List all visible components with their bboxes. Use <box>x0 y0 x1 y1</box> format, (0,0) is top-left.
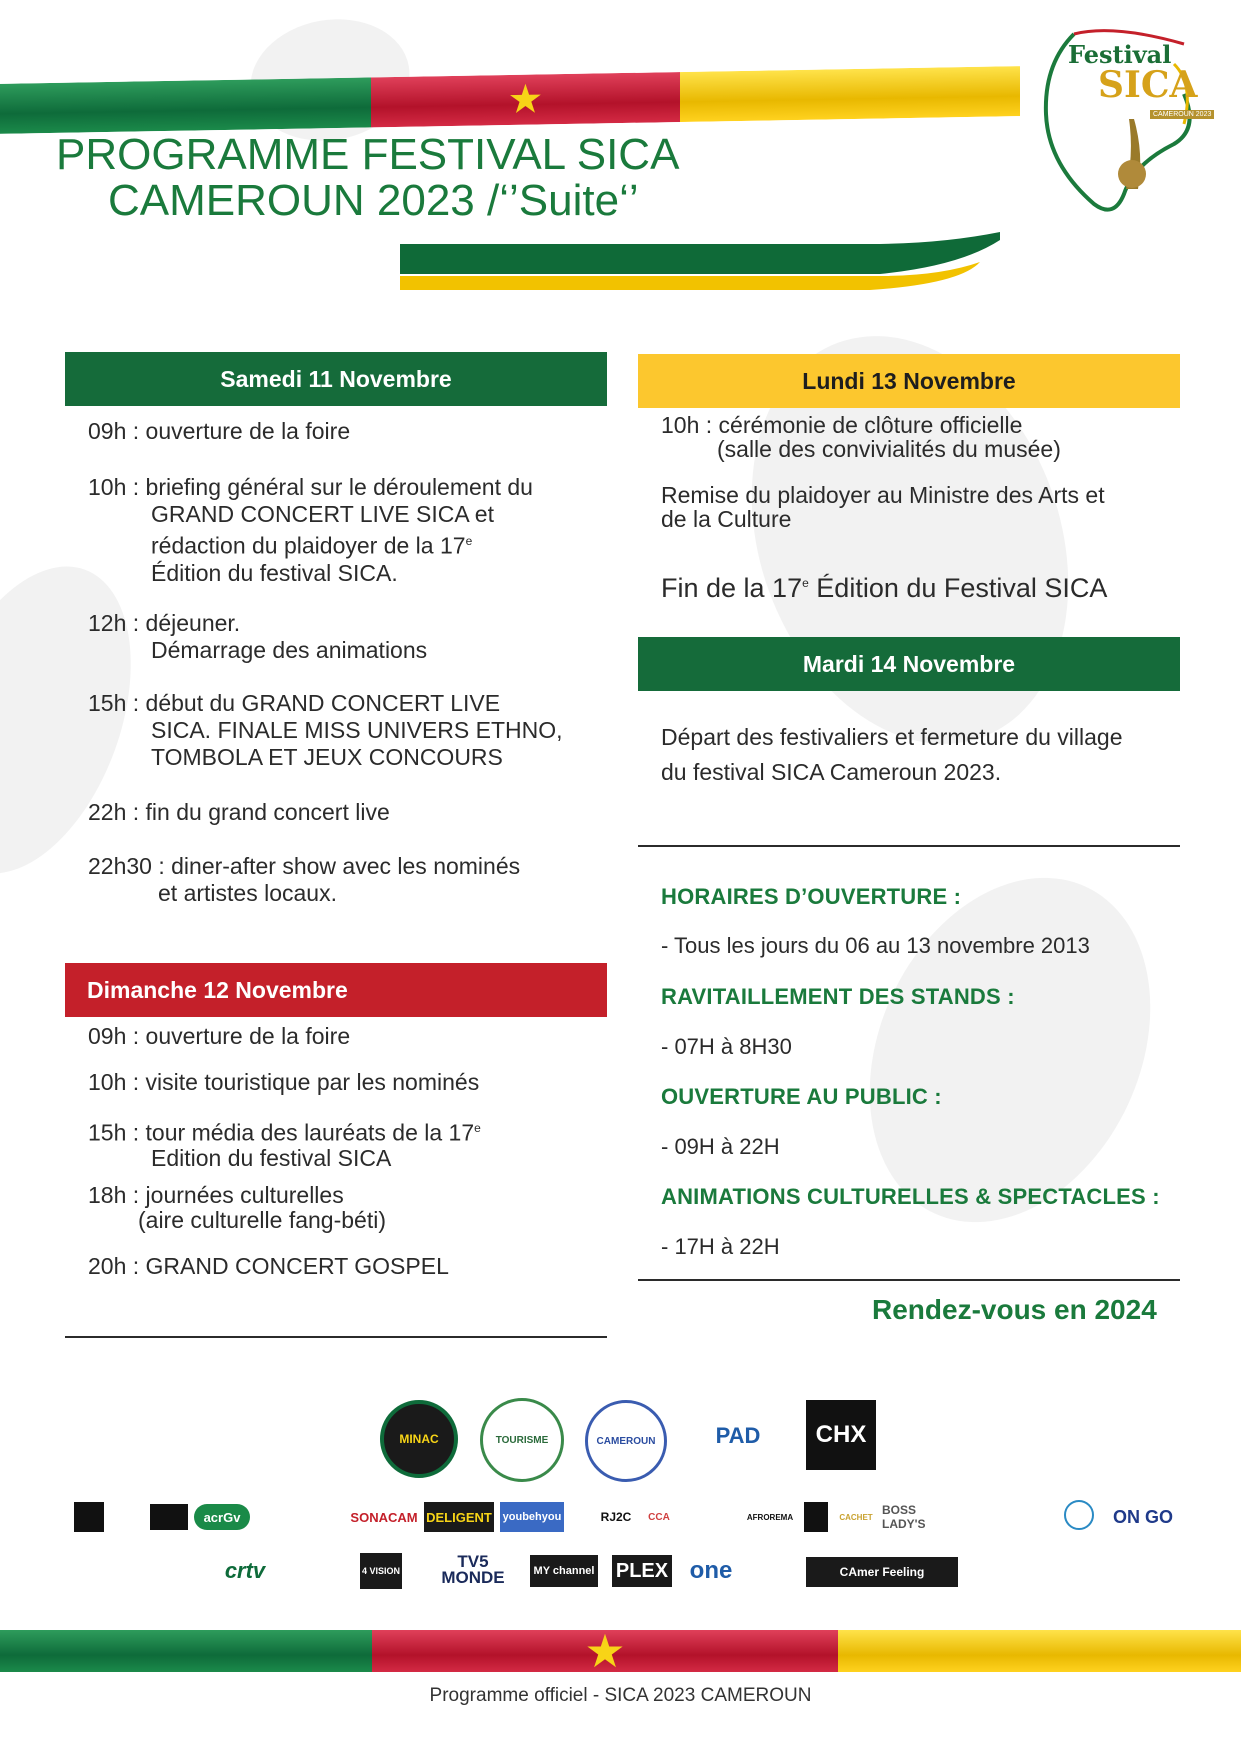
cultural-animations-value: - 17H à 22H <box>661 1234 780 1259</box>
saturday-item-2: 10h : briefing général sur le déroulement du GRAND CONCERT LIVE SICA et rédaction du plaidoyer de la 17e Édition du festival SICA. <box>88 474 533 586</box>
opening-hours-value: - Tous les jours du 06 au 13 novembre 2013 <box>661 933 1090 958</box>
partner-logo-row2-16: CACHET <box>839 1512 873 1522</box>
partner-logo-row2-18 <box>964 1500 1008 1534</box>
partner-logo-canal <box>288 1553 350 1589</box>
page-footer: Programme officiel - SICA 2023 CAMEROUN <box>429 1685 812 1706</box>
saturday-item-3: 12h : déjeuner. Démarrage des animations <box>88 610 428 663</box>
partner-logo-row2-1 <box>74 1502 104 1532</box>
partner-logo-row2-8: DELIGENT <box>424 1502 494 1532</box>
partner-logo-port-douala: PAD <box>715 1423 761 1448</box>
partner-logo-row2-2 <box>112 1502 142 1532</box>
bottom-flag-band <box>0 1630 1241 1672</box>
right-column-divider-bottom <box>638 1279 1180 1281</box>
partner-logo-row2-14: AFROREMA <box>746 1512 794 1522</box>
partner-logo-tourisme: TOURISME <box>480 1398 564 1482</box>
title-line-1: PROGRAMME FESTIVAL SICA <box>56 130 680 179</box>
partner-logo-chx: CHX <box>806 1400 876 1470</box>
sunday-item-3: 15h : tour média des lauréats de la 17e Edition du festival SICA <box>88 1119 481 1171</box>
sunday-item-5: 20h : GRAND CONCERT GOSPEL <box>88 1253 449 1279</box>
partner-logo-row2-7: SONACAM <box>350 1509 418 1525</box>
partner-logo-row2-5 <box>256 1502 304 1532</box>
partner-logo-row2-6 <box>310 1502 346 1532</box>
partner-logo-mytv: MY channel <box>530 1555 598 1587</box>
partner-logo-crtv: crtv <box>224 1558 266 1583</box>
star-icon: ★ <box>507 77 544 123</box>
partner-logo-row2-12: CCA <box>648 1511 670 1523</box>
cultural-animations-label: ANIMATIONS CULTURELLES & SPECTACLES : <box>661 1184 1160 1209</box>
opening-hours-label: HORAIRES D’OUVERTURE : <box>661 884 962 909</box>
partner-logo-4vision: 4 VISION <box>360 1553 402 1589</box>
monday-item-1: 10h : cérémonie de clôture officielle (salle des convivialités du musée) <box>661 412 1061 462</box>
saturday-item-6: 22h30 : diner-after show avec les nominés et artistes locaux. <box>88 853 521 906</box>
monday-closing: Fin de la 17e Édition du Festival SICA <box>661 573 1108 603</box>
partner-logo-row2-11: RJ2C <box>600 1510 632 1524</box>
public-opening-value: - 09H à 22H <box>661 1134 780 1159</box>
partner-logo-row2-20 <box>1064 1500 1094 1530</box>
partner-logo-row2-10 <box>570 1502 598 1532</box>
partner-logo-row2-15 <box>804 1502 828 1532</box>
partner-logo-row2-4: acrGv <box>194 1504 250 1530</box>
right-column-divider-top <box>638 845 1180 847</box>
partner-logo-row2-19 <box>1012 1500 1056 1534</box>
saturday-heading: Samedi 11 Novembre <box>65 352 607 406</box>
logo-badge: CAMEROUN 2023 <box>1150 110 1214 119</box>
tuesday-text: Départ des festivaliers et fermeture du village du festival SICA Cameroun 2023. <box>661 724 1123 785</box>
logo-text-festival: Festival <box>1068 40 1172 69</box>
sunday-item-4: 18h : journées culturelles (aire culturelle fang-béti) <box>88 1182 387 1233</box>
saturday-item-1: 09h : ouverture de la foire <box>88 418 351 444</box>
stand-supply-value: - 07H à 8H30 <box>661 1034 792 1059</box>
partner-logo-row2-9: youbehyou <box>500 1502 564 1532</box>
partner-logo-row3-8 <box>754 1553 788 1589</box>
logo-text-sica: SICA <box>1098 64 1198 106</box>
partner-logo-tv5monde: TV5 MONDE <box>441 1552 505 1587</box>
top-flag-band <box>0 66 1020 134</box>
public-opening-label: OUVERTURE AU PUBLIC : <box>661 1084 942 1109</box>
left-column-divider <box>65 1336 607 1338</box>
partner-logo-camerfeeling: CAmer Feeling <box>806 1557 958 1587</box>
star-icon: ★ <box>584 1630 626 1672</box>
partner-logo-plex: PLEX <box>612 1555 672 1587</box>
partner-logo-minac: MINAC <box>380 1400 458 1478</box>
partner-logo-row3-10 <box>972 1551 1032 1589</box>
page-title <box>56 132 679 224</box>
stand-supply-label: RAVITAILLEMENT DES STANDS : <box>661 984 1015 1009</box>
partner-logo-row2-17: BOSS LADY'S <box>882 1503 926 1531</box>
sunday-item-2: 10h : visite touristique par les nominés <box>88 1069 480 1095</box>
partner-logo-row2-13 <box>686 1500 726 1534</box>
tuesday-heading: Mardi 14 Novembre <box>638 637 1180 691</box>
rendezvous-text: Rendez-vous en 2024 <box>872 1294 1157 1325</box>
monday-heading: Lundi 13 Novembre <box>638 354 1180 408</box>
title-line-2: CAMEROUN 2023 /‘’Suite‘’ <box>108 176 639 225</box>
partner-logo-row2-21: ON GO <box>1112 1506 1173 1527</box>
saturday-item-4: 15h : début du GRAND CONCERT LIVE SICA. FINALE MISS UNIVERS ETHNO, TOMBOLA ET JEUX CONCOURS <box>88 690 563 770</box>
sunday-heading: Dimanche 12 Novembre <box>65 963 607 1017</box>
monday-item-2: Remise du plaidoyer au Ministre des Arts et de la Culture <box>661 482 1105 532</box>
partner-logo-one: one <box>689 1557 733 1584</box>
partner-logo-row2-3 <box>150 1504 188 1530</box>
partner-logo-association: CAMEROUN <box>585 1400 667 1482</box>
sunday-item-1: 09h : ouverture de la foire <box>88 1023 351 1049</box>
title-swoosh <box>400 232 1000 290</box>
saturday-item-5: 22h : fin du grand concert live <box>88 799 390 825</box>
